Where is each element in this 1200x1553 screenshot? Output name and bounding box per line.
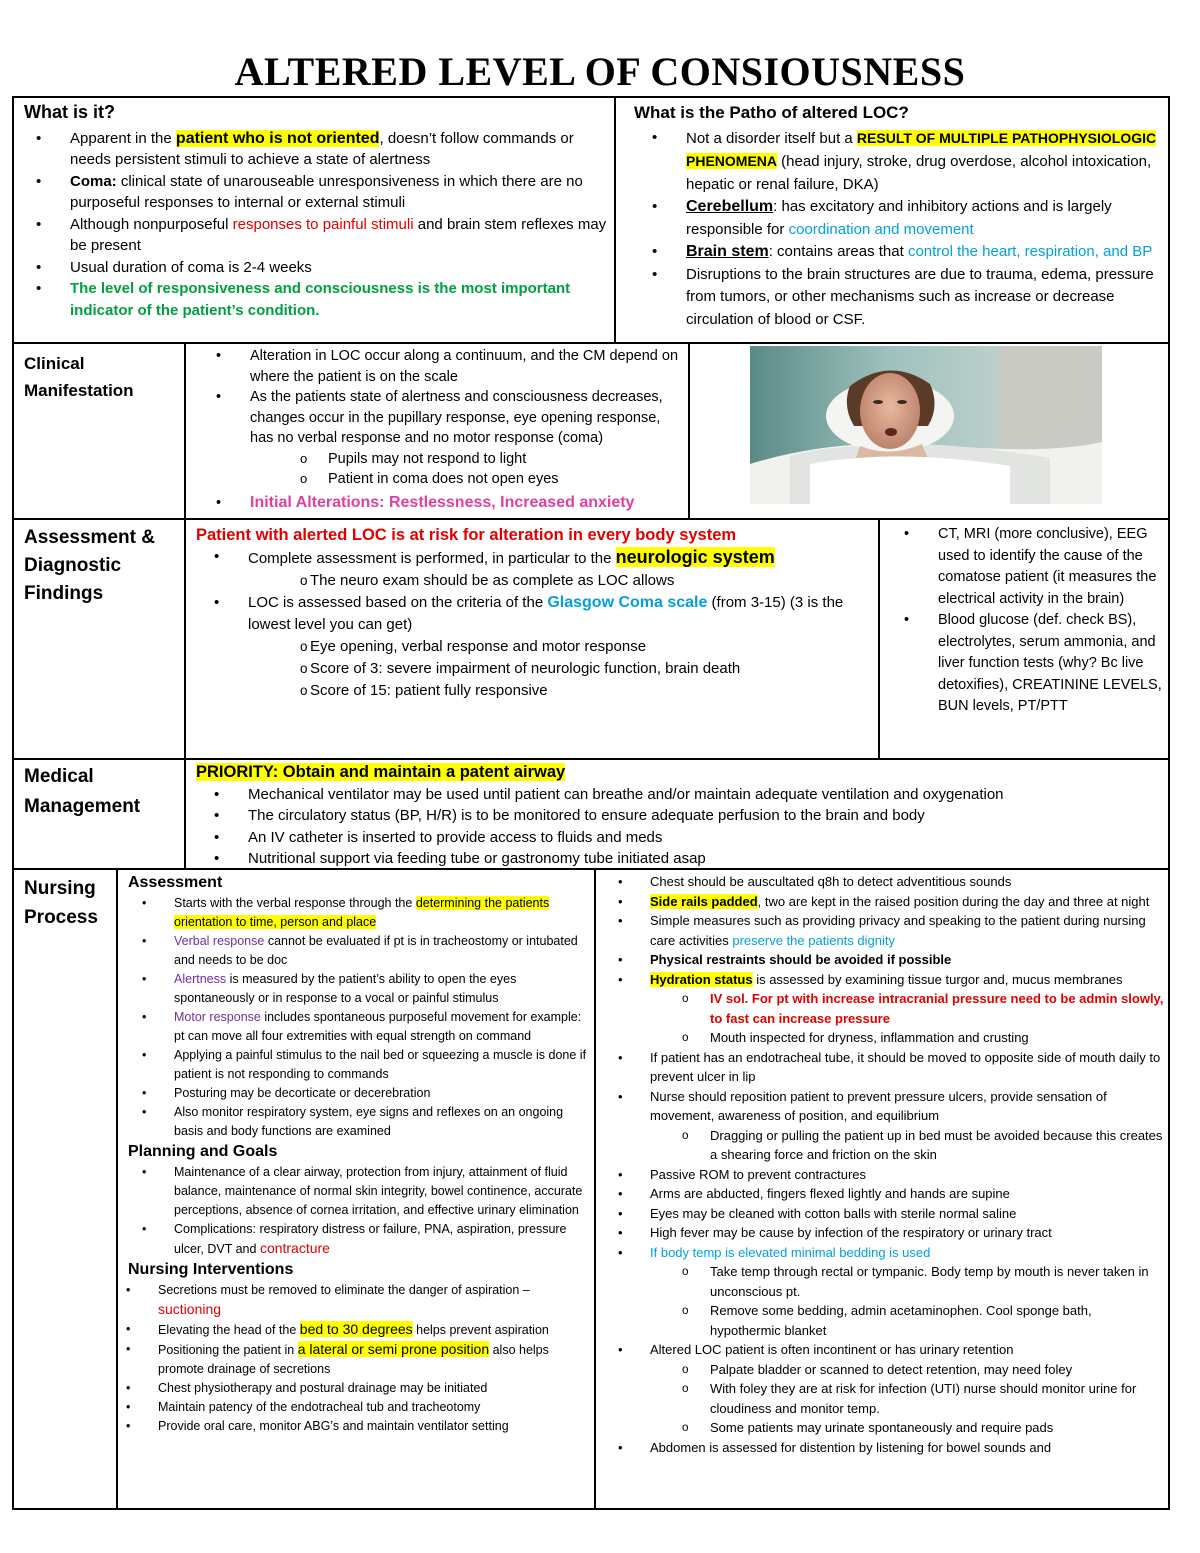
list-item: • Brain stem: contains areas that control the heart, respiration, and BP bbox=[630, 241, 1162, 264]
list-item: • Alertness is measured by the patient’s ability to open the eyes spontaneously or in response to a vocal or painful stimulus bbox=[124, 970, 590, 1008]
list-item: • Mechanical ventilator may be used until patient can breathe and/or maintain adequate ventilation and oxygenation bbox=[192, 784, 1162, 806]
list-item: o Patient in coma does not open eyes bbox=[196, 469, 684, 490]
list-item: • CT, MRI (more conclusive), EEG used to identify the cause of the comatose patient (it measures the electrical activity in the brain) bbox=[882, 524, 1166, 610]
list-item: • Complete assessment is performed, in particular to the neurologic system bbox=[192, 546, 872, 570]
list-item: • Posturing may be decorticate or decerebration bbox=[124, 1084, 590, 1103]
nursing-label: Nursing Process bbox=[24, 878, 98, 928]
clinical-label: Clinical Manifestation bbox=[24, 354, 134, 400]
list-item: • Arms are abducted, fingers flexed lightly and hands are supine bbox=[600, 1184, 1164, 1204]
list-item: • Although nonpurposeful responses to painful stimuli and brain stem reflexes may be present bbox=[14, 214, 612, 257]
list-item: • Abdomen is assessed for distention by listening for bowel sounds and bbox=[600, 1438, 1164, 1458]
list-item: • Side rails padded, two are kept in the raised position during the day and three at night bbox=[600, 892, 1164, 912]
list-item: • Verbal response cannot be evaluated if pt is in tracheostomy or intubated and needs to be doc bbox=[124, 932, 590, 970]
list-item: • Starts with the verbal response through the determining the patients orientation to time, person and place bbox=[124, 894, 590, 932]
list-item: o Take temp through rectal or tympanic. Body temp by mouth is never taken in unconscious pt. bbox=[614, 1262, 1164, 1301]
what-is-it-content bbox=[24, 102, 612, 321]
list-item: • Cerebellum: has excitatory and inhibitory actions and is largely responsible for coordination and movement bbox=[630, 196, 1162, 241]
list-item: • LOC is assessed based on the criteria of the Glasgow Coma scale (from 3-15) (3 is the lowest level you can get) bbox=[192, 592, 872, 636]
list-item: • Usual duration of coma is 2-4 weeks bbox=[14, 257, 612, 279]
list-item: • Provide oral care, monitor ABG’s and maintain ventilator setting bbox=[108, 1417, 590, 1436]
list-item: • Elevating the head of the bed to 30 degrees helps prevent aspiration bbox=[108, 1320, 590, 1340]
list-item: • Motor response includes spontaneous purposeful movement for example: pt can move all four extremities with equal strength on command bbox=[124, 1008, 590, 1046]
list-item: o Score of 3: severe impairment of neurologic function, brain death bbox=[196, 658, 872, 680]
list-item: • If patient has an endotracheal tube, it should be moved to opposite side of mouth daily to prevent ulcer in lip bbox=[600, 1048, 1164, 1087]
list-item: • An IV catheter is inserted to provide access to fluids and meds bbox=[192, 827, 1162, 849]
list-item: o Some patients may urinate spontaneously and require pads bbox=[614, 1418, 1164, 1438]
page-title: ALTERED LEVEL OF CONSIOUSNESS bbox=[234, 49, 966, 94]
list-item: • Not a disorder itself but a RESULT OF MULTIPLE PATHOPHYSIOLOGIC PHENOMENA (head injury, stroke, drug overdose, alcohol intoxication, hepatic or renal failure, DKA) bbox=[630, 127, 1162, 197]
assessment-content bbox=[196, 524, 872, 702]
list-item: • Initial Alterations: Restlessness, Increased anxiety bbox=[194, 493, 684, 514]
list-item: • As the patients state of alertness and consciousness decreases, changes occur in the pupillary response, eye opening response, has no verbal response and no motor response (coma) bbox=[194, 387, 684, 449]
list-item: • Nurse should reposition patient to prevent pressure ulcers, provide sensation of movement, awareness of position, and equilibrium bbox=[600, 1087, 1164, 1126]
medical-content bbox=[196, 762, 1162, 870]
assessment-tests bbox=[886, 524, 1166, 718]
list-item: • Alteration in LOC occur along a continuum, and the CM depend on where the patient is on the scale bbox=[194, 346, 684, 387]
list-item: • Maintenance of a clear airway, protection from injury, attainment of fluid balance, maintenance of normal skin integrity, bowel continence, accurate perceptions, absence of cornea irritation, and effective urinary elimination bbox=[124, 1163, 590, 1220]
clinical-content bbox=[196, 346, 684, 513]
list-item: o Eye opening, verbal response and motor response bbox=[196, 636, 872, 658]
list-item: o Score of 15: patient fully responsive bbox=[196, 680, 872, 702]
patho-content bbox=[634, 102, 1162, 331]
list-item: o Mouth inspected for dryness, inflammation and crusting bbox=[614, 1028, 1164, 1048]
list-item: • Also monitor respiratory system, eye signs and reflexes on an ongoing basis and body functions are examined bbox=[124, 1103, 590, 1141]
assessment-label: Assessment & Diagnostic Findings bbox=[24, 527, 155, 604]
list-item: • Complications: respiratory distress or failure, PNA, aspiration, pressure ulcer, DVT and contracture bbox=[124, 1220, 590, 1259]
list-item: • Secretions must be removed to eliminate the danger of aspiration – suctioning bbox=[108, 1281, 590, 1320]
assessment-headline: Patient with alerted LOC is at risk for alteration in every body system bbox=[196, 526, 737, 544]
list-item: • High fever may be cause by infection of the respiratory or urinary tract bbox=[600, 1223, 1164, 1243]
priority-text: PRIORITY: Obtain and maintain a patent airway bbox=[196, 763, 566, 781]
list-item: • Passive ROM to prevent contractures bbox=[600, 1165, 1164, 1185]
list-item: • Nutritional support via feeding tube or gastronomy tube initiated asap bbox=[192, 848, 1162, 870]
assessment-subheading: Assessment bbox=[128, 874, 223, 891]
patient-in-coma-photo bbox=[750, 346, 1102, 504]
list-item: • Apparent in the patient who is not oriented, doesn’t follow commands or needs persistent stimuli to achieve a state of alertness bbox=[14, 128, 612, 171]
list-item: • The circulatory status (BP, H/R) is to be monitored to ensure adequate perfusion to the brain and body bbox=[192, 805, 1162, 827]
list-item: • Chest physiotherapy and postural drainage may be initiated bbox=[108, 1379, 590, 1398]
medical-label: Medical Management bbox=[24, 766, 141, 817]
list-item: • The level of responsiveness and consciousness is the most important indicator of the patient’s condition. bbox=[14, 278, 612, 321]
list-item: • Altered LOC patient is often incontinent or has urinary retention bbox=[600, 1340, 1164, 1360]
list-item: • Chest should be auscultated q8h to detect adventitious sounds bbox=[600, 872, 1164, 892]
list-item: • Positioning the patient in a lateral or semi prone position also helps promote drainage of secretions bbox=[108, 1340, 590, 1379]
list-item: • Coma: clinical state of unarouseable unresponsiveness in which there are no purposeful responses to internal or external stimuli bbox=[14, 171, 612, 214]
list-item: • Disruptions to the brain structures are due to trauma, edema, pressure from tumors, or other mechanisms such as increase or decrease circulation of blood or CSF. bbox=[630, 264, 1162, 332]
list-item: o Pupils may not respond to light bbox=[196, 449, 684, 470]
list-item: • If body temp is elevated minimal bedding is used bbox=[600, 1243, 1164, 1263]
nursing-left-content bbox=[128, 872, 590, 1436]
what-is-it-heading: What is it? bbox=[24, 102, 115, 122]
planning-subheading: Planning and Goals bbox=[128, 1143, 278, 1160]
list-item: • Maintain patency of the endotracheal tub and tracheotomy bbox=[108, 1398, 590, 1417]
list-item: • Hydration status is assessed by examining tissue turgor and, mucus membranes bbox=[600, 970, 1164, 990]
nursing-right-content bbox=[600, 872, 1164, 1457]
list-item: • Blood glucose (def. check BS), electrolytes, serum ammonia, and liver function tests (why? Bc live detoxifies), CREATININE LEVELS, BUN levels, PT/PTT bbox=[882, 610, 1166, 718]
list-item: o The neuro exam should be as complete as LOC allows bbox=[196, 570, 872, 592]
list-item: o Remove some bedding, admin acetaminophen. Cool sponge bath, hypothermic blanket bbox=[614, 1301, 1164, 1340]
interventions-subheading: Nursing Interventions bbox=[128, 1261, 294, 1278]
list-item: • Simple measures such as providing privacy and speaking to the patient during nursing care activities preserve the patients dignity bbox=[600, 911, 1164, 950]
list-item: o Dragging or pulling the patient up in bed must be avoided because this creates a shearing force and friction on the skin bbox=[614, 1126, 1164, 1165]
list-item: • Applying a painful stimulus to the nail bed or squeezing a muscle is done if patient is not responding to commands bbox=[124, 1046, 590, 1084]
list-item: o IV sol. For pt with increase intracranial pressure need to be admin slowly, to fast can increase pressure bbox=[614, 989, 1164, 1028]
list-item: o With foley they are at risk for infection (UTI) nurse should monitor urine for cloudiness and monitor temp. bbox=[614, 1379, 1164, 1418]
list-item: • Physical restraints should be avoided if possible bbox=[600, 950, 1164, 970]
list-item: • Eyes may be cleaned with cotton balls with sterile normal saline bbox=[600, 1204, 1164, 1224]
list-item: o Palpate bladder or scanned to detect retention, may need foley bbox=[614, 1360, 1164, 1380]
patho-heading: What is the Patho of altered LOC? bbox=[634, 103, 909, 122]
